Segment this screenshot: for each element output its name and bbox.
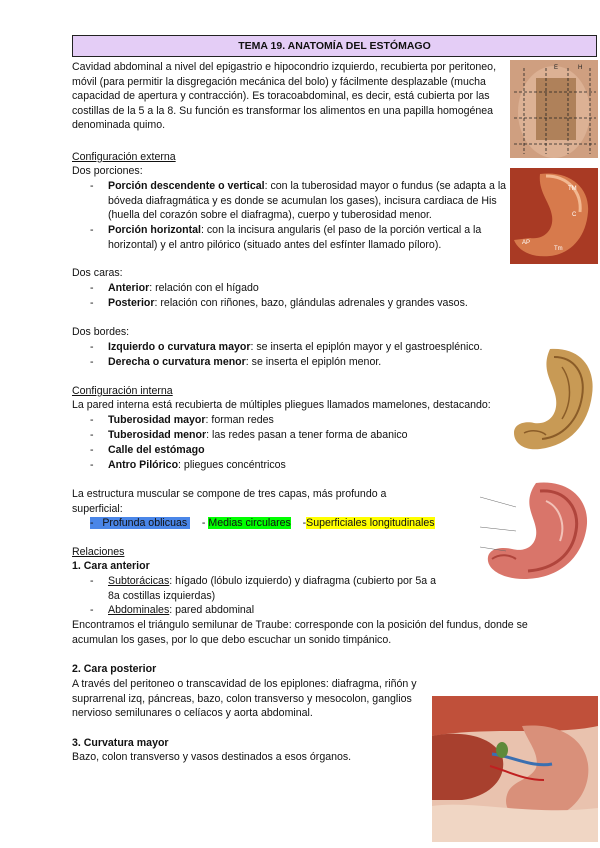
muscular-text: La estructura muscular se compone de tres capas, más profundo a superficial: [72, 488, 387, 515]
cara-posterior-heading: 2. Cara posterior [72, 663, 157, 675]
list-item-term: Izquierdo o curvatura mayor [108, 341, 251, 353]
config-interna-intro: La pared interna está recubierta de múltiples pliegues llamados mamelones, destacando: [72, 399, 491, 411]
curvatura-mayor-text: Bazo, colon transverso y vasos destinados a esos órganos. [72, 751, 352, 763]
list-item-text: : pared abdominal [169, 604, 255, 616]
muscular-capas: - Profunda oblicuas - Medias circulares -Superficiales longitudinales [90, 517, 435, 529]
page-title: TEMA 19. ANATOMÍA DEL ESTÓMAGO [72, 35, 597, 57]
list-item-text: : con la tuberosidad mayor o fundus (se adapta a la bóveda diafragmática y es donde se acumulan los gases), incisura cardiaca de His (huella del corazón sobre el diafragma), cuerpo y tuberosidad menor. [108, 180, 507, 222]
cara-anterior-heading: 1. Cara anterior [72, 560, 150, 572]
stomach-parts-image [510, 168, 598, 264]
porciones-label: Dos porciones: [72, 165, 143, 177]
list-item-text: : pliegues concéntricos [178, 459, 286, 471]
part-label-tm: TM [568, 186, 577, 192]
intro-paragraph: Cavidad abdominal a nivel del epigastrio e hipocondrio izquierdo, recubierta por peritoneo, móvil (para permitir la disgregación mecánica del bolo) y fácilmente desplazable (mucha capacidad de apertura y contracción). Es toracoabdominal, es decir, está cubierta por las costillas de la 5 a la 8. Su función es transformar los alimentos en una papilla homogénea denominada quimo. [72, 61, 497, 132]
list-item-term: Posterior [108, 297, 155, 309]
capa-profunda-highlight: - Profunda oblicuas [90, 517, 190, 529]
part-label-tm-small: Tm [554, 246, 563, 252]
list-item-text: : relación con riñones, bazo, glándulas adrenales y grandes vasos. [154, 297, 468, 309]
list-item-text: : se inserta el epiplón menor. [245, 356, 382, 368]
bordes-label: Dos bordes: [72, 326, 130, 338]
capa-media-highlight: Medias circulares [208, 517, 291, 529]
list-item-term: Abdominales [108, 604, 170, 616]
curvatura-mayor-heading: 3. Curvatura mayor [72, 737, 169, 749]
part-label-c: C [572, 212, 577, 218]
list-item-text: : las redes pasan a tener forma de abanico [206, 429, 408, 441]
section-relaciones-heading: Relaciones [72, 546, 125, 558]
section-config-interna-heading: Configuración interna [72, 385, 173, 397]
list-item-text: : hígado (lóbulo izquierdo) y diafragma (cubierto por 5a a 8a costillas izquierdas) [108, 575, 437, 602]
list-item-text: : forman redes [205, 414, 274, 426]
region-label-e: E [554, 65, 559, 71]
list-item-term: Tuberosidad menor [108, 429, 207, 441]
capa-superficial-highlight: Superficiales longitudinales [306, 517, 435, 529]
cara-posterior-text: A través del peritoneo o transcavidad de los epiplones: diafragma, riñón y suprarrenal izq, páncreas, bazo, colon transverso y mesocolon, ganglios nervioso semilunares o celíacos y aorta abdominal. [72, 678, 417, 720]
list-item-text: : con la incisura angularis (el paso de la porción vertical a la horizontal) y el antro pilórico (situado antes del esfínter llamado píloro). [108, 224, 482, 251]
list-item-term: Calle del estómago [108, 444, 205, 456]
stomach-muscle-layers-image [476, 477, 598, 585]
list-item-term: Tuberosidad mayor [108, 414, 206, 426]
section-config-externa-heading: Configuración externa [72, 151, 176, 163]
list-item-term: Derecha o curvatura menor [108, 356, 246, 368]
abdomen-regions-image [510, 60, 598, 158]
list-item-term: Subtorácicas [108, 575, 170, 587]
region-label-h: H [578, 65, 583, 71]
list-item-term: Anterior [108, 282, 150, 294]
list-item-term: Porción horizontal [108, 224, 201, 236]
list-item-text: : relación con el hígado [149, 282, 259, 294]
stomach-relations-image [432, 696, 598, 842]
caras-label: Dos caras: [72, 267, 123, 279]
traube-paragraph: Encontramos el triángulo semilunar de Traube: corresponde con la posición del fundus, donde se acumulan los gases, por lo que debo escuchar un sonido timpánico. [72, 619, 528, 646]
part-label-ap: AP [522, 240, 531, 246]
list-item-term: Porción descendente o vertical [108, 180, 265, 192]
list-item-text: : se inserta el epiplón mayor y el gastroesplénico. [250, 341, 483, 353]
list-item-term: Antro Pilórico [108, 459, 179, 471]
stomach-interior-image [510, 345, 598, 455]
